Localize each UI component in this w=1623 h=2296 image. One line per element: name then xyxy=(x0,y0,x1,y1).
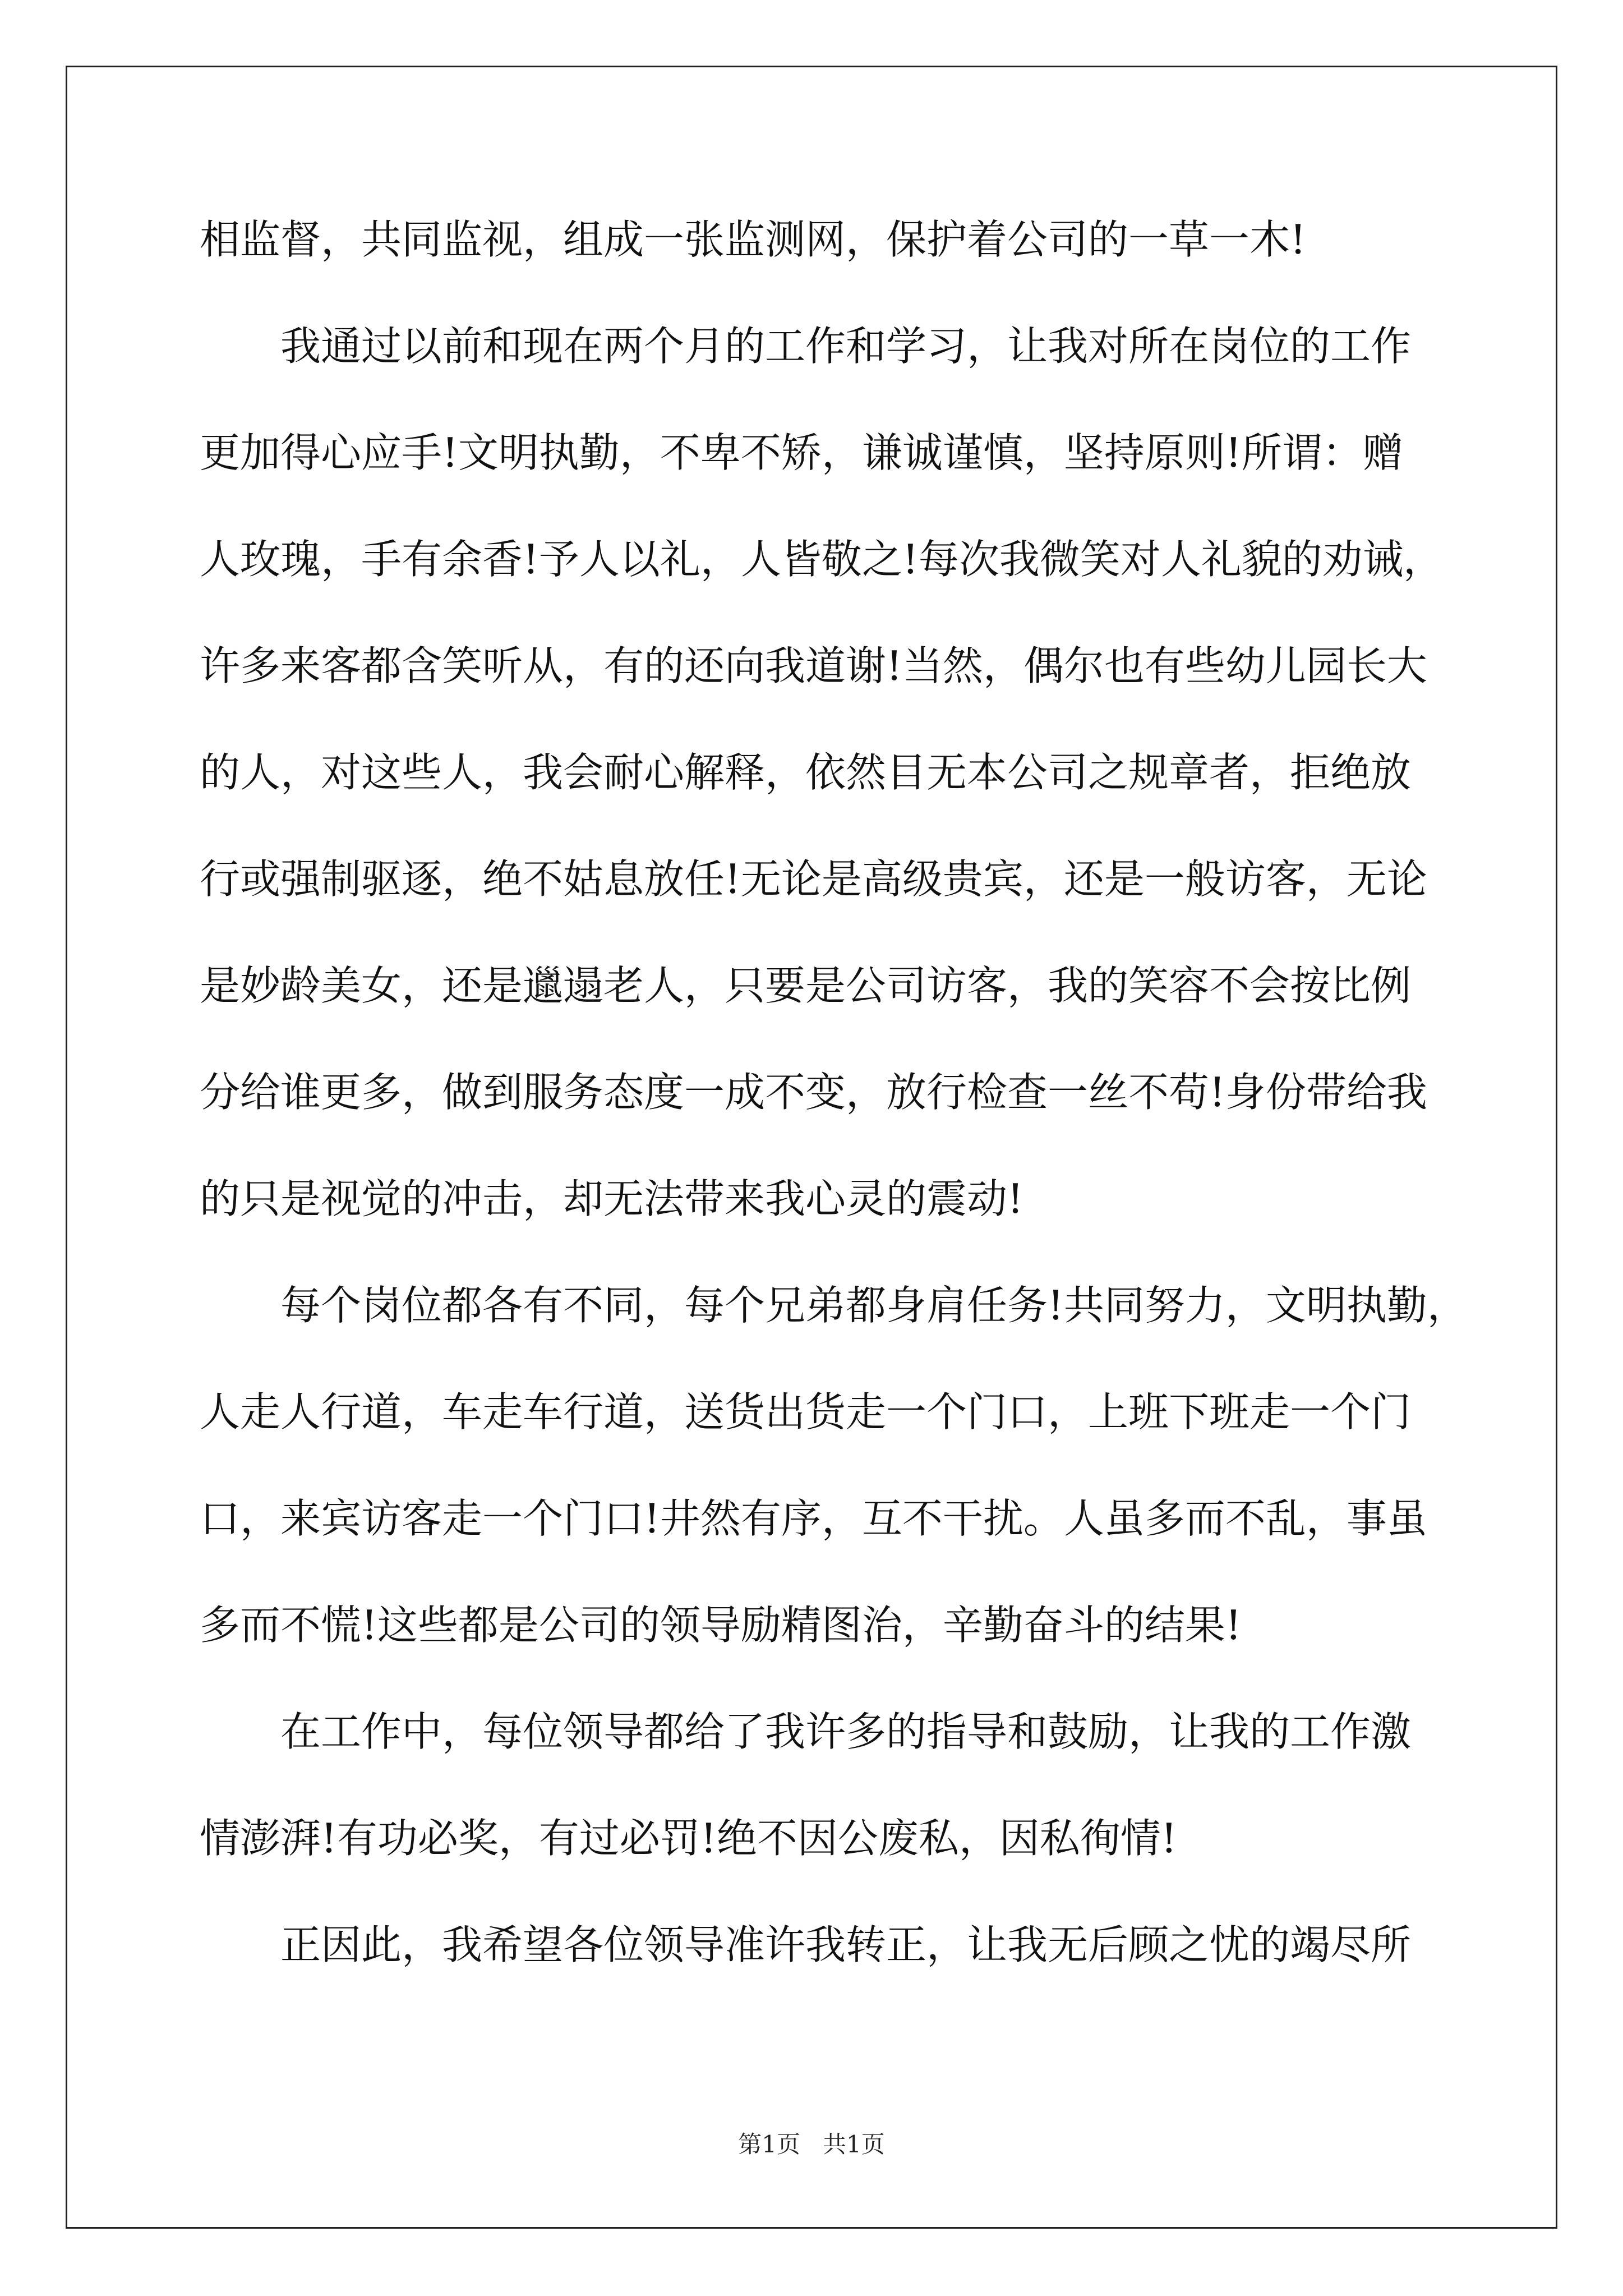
text-line-12: 人走人行道，车走车行道，送货出货走一个门口，上班下班走一个门 xyxy=(200,1388,1412,1435)
text-line-1: 相监督，共同监视，组成一张监测网，保护着公司的一草一木! xyxy=(200,216,1306,263)
text-line-3: 更加得心应手!文明执勤，不卑不矫，谦诚谨慎，坚持原则!所谓：赠 xyxy=(200,429,1403,476)
text-line-15: 在工作中，每位领导都给了我许多的指导和鼓励，让我的工作激 xyxy=(280,1708,1412,1755)
text-line-7: 行或强制驱逐，绝不姑息放任!无论是高级贵宾，还是一般访客，无论 xyxy=(200,855,1427,903)
text-line-16: 情澎湃!有功必奖，有过必罚!绝不因公废私，因私徇情! xyxy=(200,1815,1177,1862)
text-line-17: 正因此，我希望各位领导准许我转正，让我无后顾之忧的竭尽所 xyxy=(280,1921,1412,1968)
page-border xyxy=(66,66,1557,2229)
text-line-8: 是妙龄美女，还是邋遢老人，只要是公司访客，我的笑容不会按比例 xyxy=(200,962,1412,1009)
text-line-9: 分给谁更多，做到服务态度一成不变，放行检查一丝不苟!身份带给我 xyxy=(200,1069,1427,1116)
page-footer: 第1页 共1页 xyxy=(738,2131,885,2158)
text-line-13: 口，来宾访客走一个门口!井然有序，互不干扰。人虽多而不乱，事虽 xyxy=(200,1495,1427,1542)
text-line-5: 许多来客都含笑听从，有的还向我道谢!当然，偶尔也有些幼儿园长大 xyxy=(200,642,1427,689)
text-line-14: 多而不慌!这些都是公司的领导励精图治，辛勤奋斗的结果! xyxy=(200,1602,1242,1649)
text-line-4: 人玫瑰，手有余香!予人以礼，人皆敬之!每次我微笑对人礼貌的劝诫， xyxy=(200,536,1444,583)
text-line-10: 的只是视觉的冲击，却无法带来我心灵的震动! xyxy=(200,1175,1023,1222)
text-line-2: 我通过以前和现在两个月的工作和学习，让我对所在岗位的工作 xyxy=(280,323,1412,370)
text-line-6: 的人，对这些人，我会耐心解释，依然目无本公司之规章者，拒绝放 xyxy=(200,749,1412,796)
text-line-11: 每个岗位都各有不同，每个兄弟都身肩任务!共同努力，文明执勤， xyxy=(280,1282,1468,1329)
